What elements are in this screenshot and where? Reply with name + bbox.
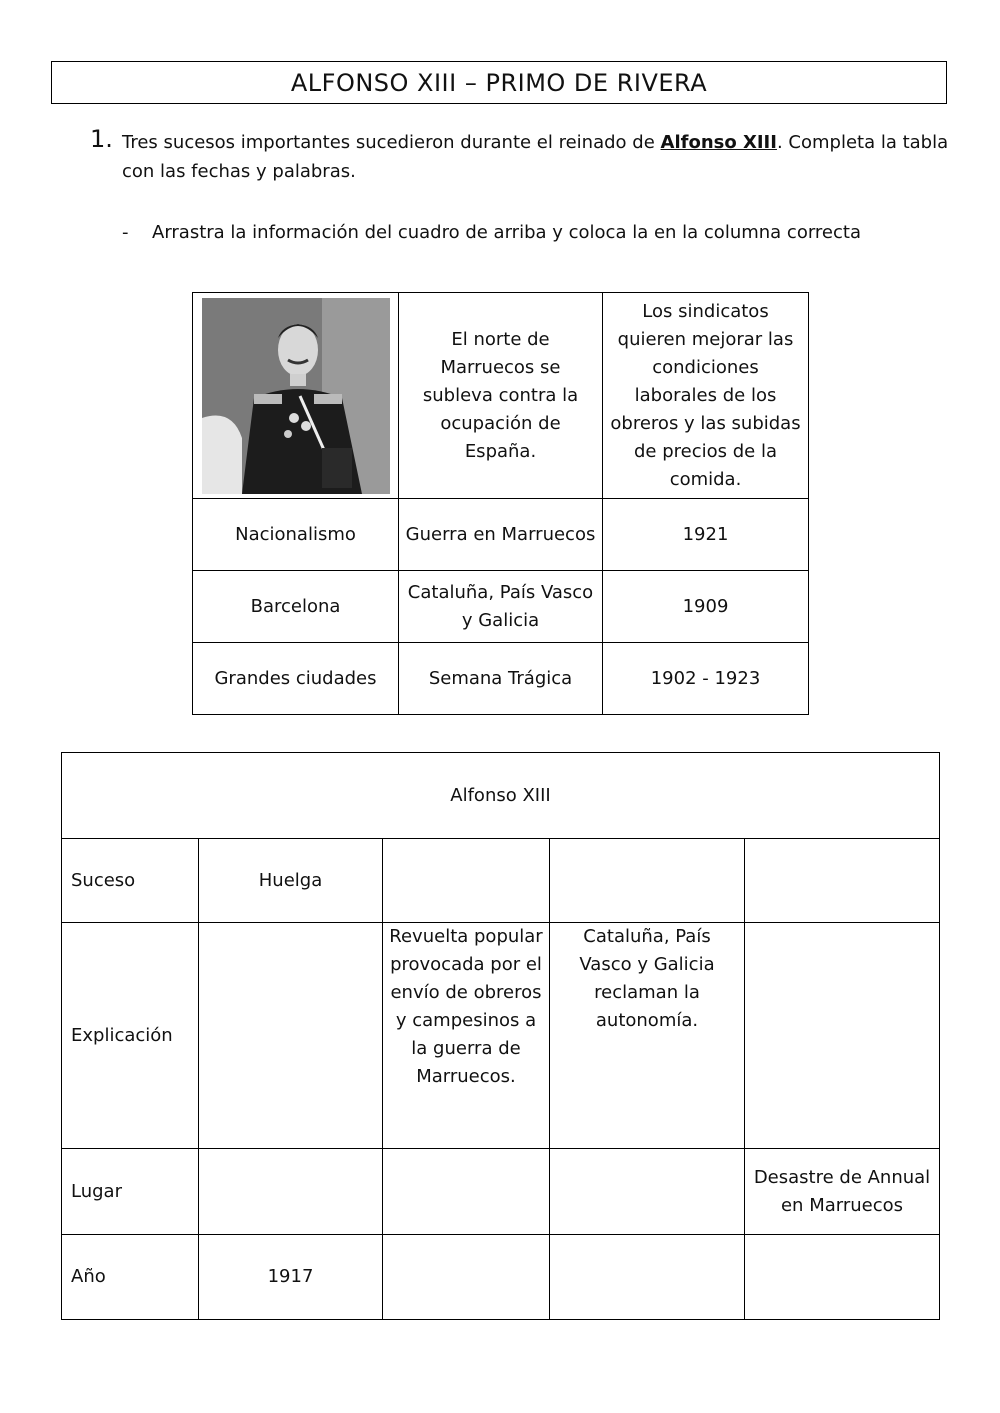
question-text-after: . Completa la tabla con las fechas y palabras. (122, 132, 949, 182)
word-bank-cell[interactable]: Nacionalismo (193, 499, 399, 571)
answer-table-header: Alfonso XIII (62, 753, 940, 839)
answer-cell[interactable] (745, 839, 940, 923)
instruction-text: Arrastra la información del cuadro de arriba y coloca la en la columna correcta (152, 222, 861, 243)
word-bank-cell[interactable]: 1909 (603, 571, 809, 643)
word-bank-cell[interactable]: 1902 - 1923 (603, 643, 809, 715)
instruction (122, 220, 861, 246)
answer-cell[interactable] (745, 923, 940, 1149)
question-text (122, 128, 962, 186)
row-label-ano: Año (62, 1235, 199, 1320)
word-bank-table (192, 292, 809, 715)
answer-cell[interactable] (745, 1235, 940, 1320)
answer-table (61, 752, 940, 1320)
answer-cell[interactable]: 1917 (199, 1235, 383, 1320)
answer-cell[interactable] (199, 1149, 383, 1235)
question-text-before: Tres sucesos importantes sucedieron durante el reinado de (122, 132, 661, 153)
alfonso-xiii-portrait (202, 298, 390, 494)
answer-cell[interactable] (550, 839, 745, 923)
answer-cell[interactable] (199, 923, 383, 1149)
worksheet-title-box (51, 61, 947, 104)
word-bank-cell[interactable]: El norte de Marruecos se subleva contra la ocupación de España. (399, 293, 603, 499)
row-label-lugar: Lugar (62, 1149, 199, 1235)
row-label-explicacion: Explicación (62, 923, 199, 1149)
answer-cell[interactable]: Desastre de Annual en Marruecos (745, 1149, 940, 1235)
question-number: 1. (90, 125, 113, 153)
answer-cell[interactable] (550, 1235, 745, 1320)
answer-cell[interactable]: Revuelta popular provocada por el envío de obreros y campesinos a la guerra de Marruecos. (383, 923, 550, 1149)
answer-cell[interactable]: Cataluña, País Vasco y Galicia reclaman la autonomía. (550, 923, 745, 1149)
word-bank-cell[interactable]: Guerra en Marruecos (399, 499, 603, 571)
instruction-dash: - (122, 222, 129, 243)
word-bank-cell[interactable]: 1921 (603, 499, 809, 571)
answer-cell[interactable] (383, 1235, 550, 1320)
answer-cell[interactable]: Huelga (199, 839, 383, 923)
question-text-bold: Alfonso XIII (660, 132, 777, 153)
row-label-suceso: Suceso (62, 839, 199, 923)
word-bank-cell[interactable]: Cataluña, País Vasco y Galicia (399, 571, 603, 643)
word-bank-cell[interactable]: Semana Trágica (399, 643, 603, 715)
word-bank-cell[interactable]: Barcelona (193, 571, 399, 643)
answer-cell[interactable] (383, 1149, 550, 1235)
portrait-cell (193, 293, 399, 499)
word-bank-cell[interactable]: Los sindicatos quieren mejorar las condiciones laborales de los obreros y las subidas de precios de la comida. (603, 293, 809, 499)
worksheet-title: ALFONSO XIII – PRIMO DE RIVERA (290, 68, 708, 97)
answer-cell[interactable] (383, 839, 550, 923)
word-bank-cell[interactable]: Grandes ciudades (193, 643, 399, 715)
answer-cell[interactable] (550, 1149, 745, 1235)
